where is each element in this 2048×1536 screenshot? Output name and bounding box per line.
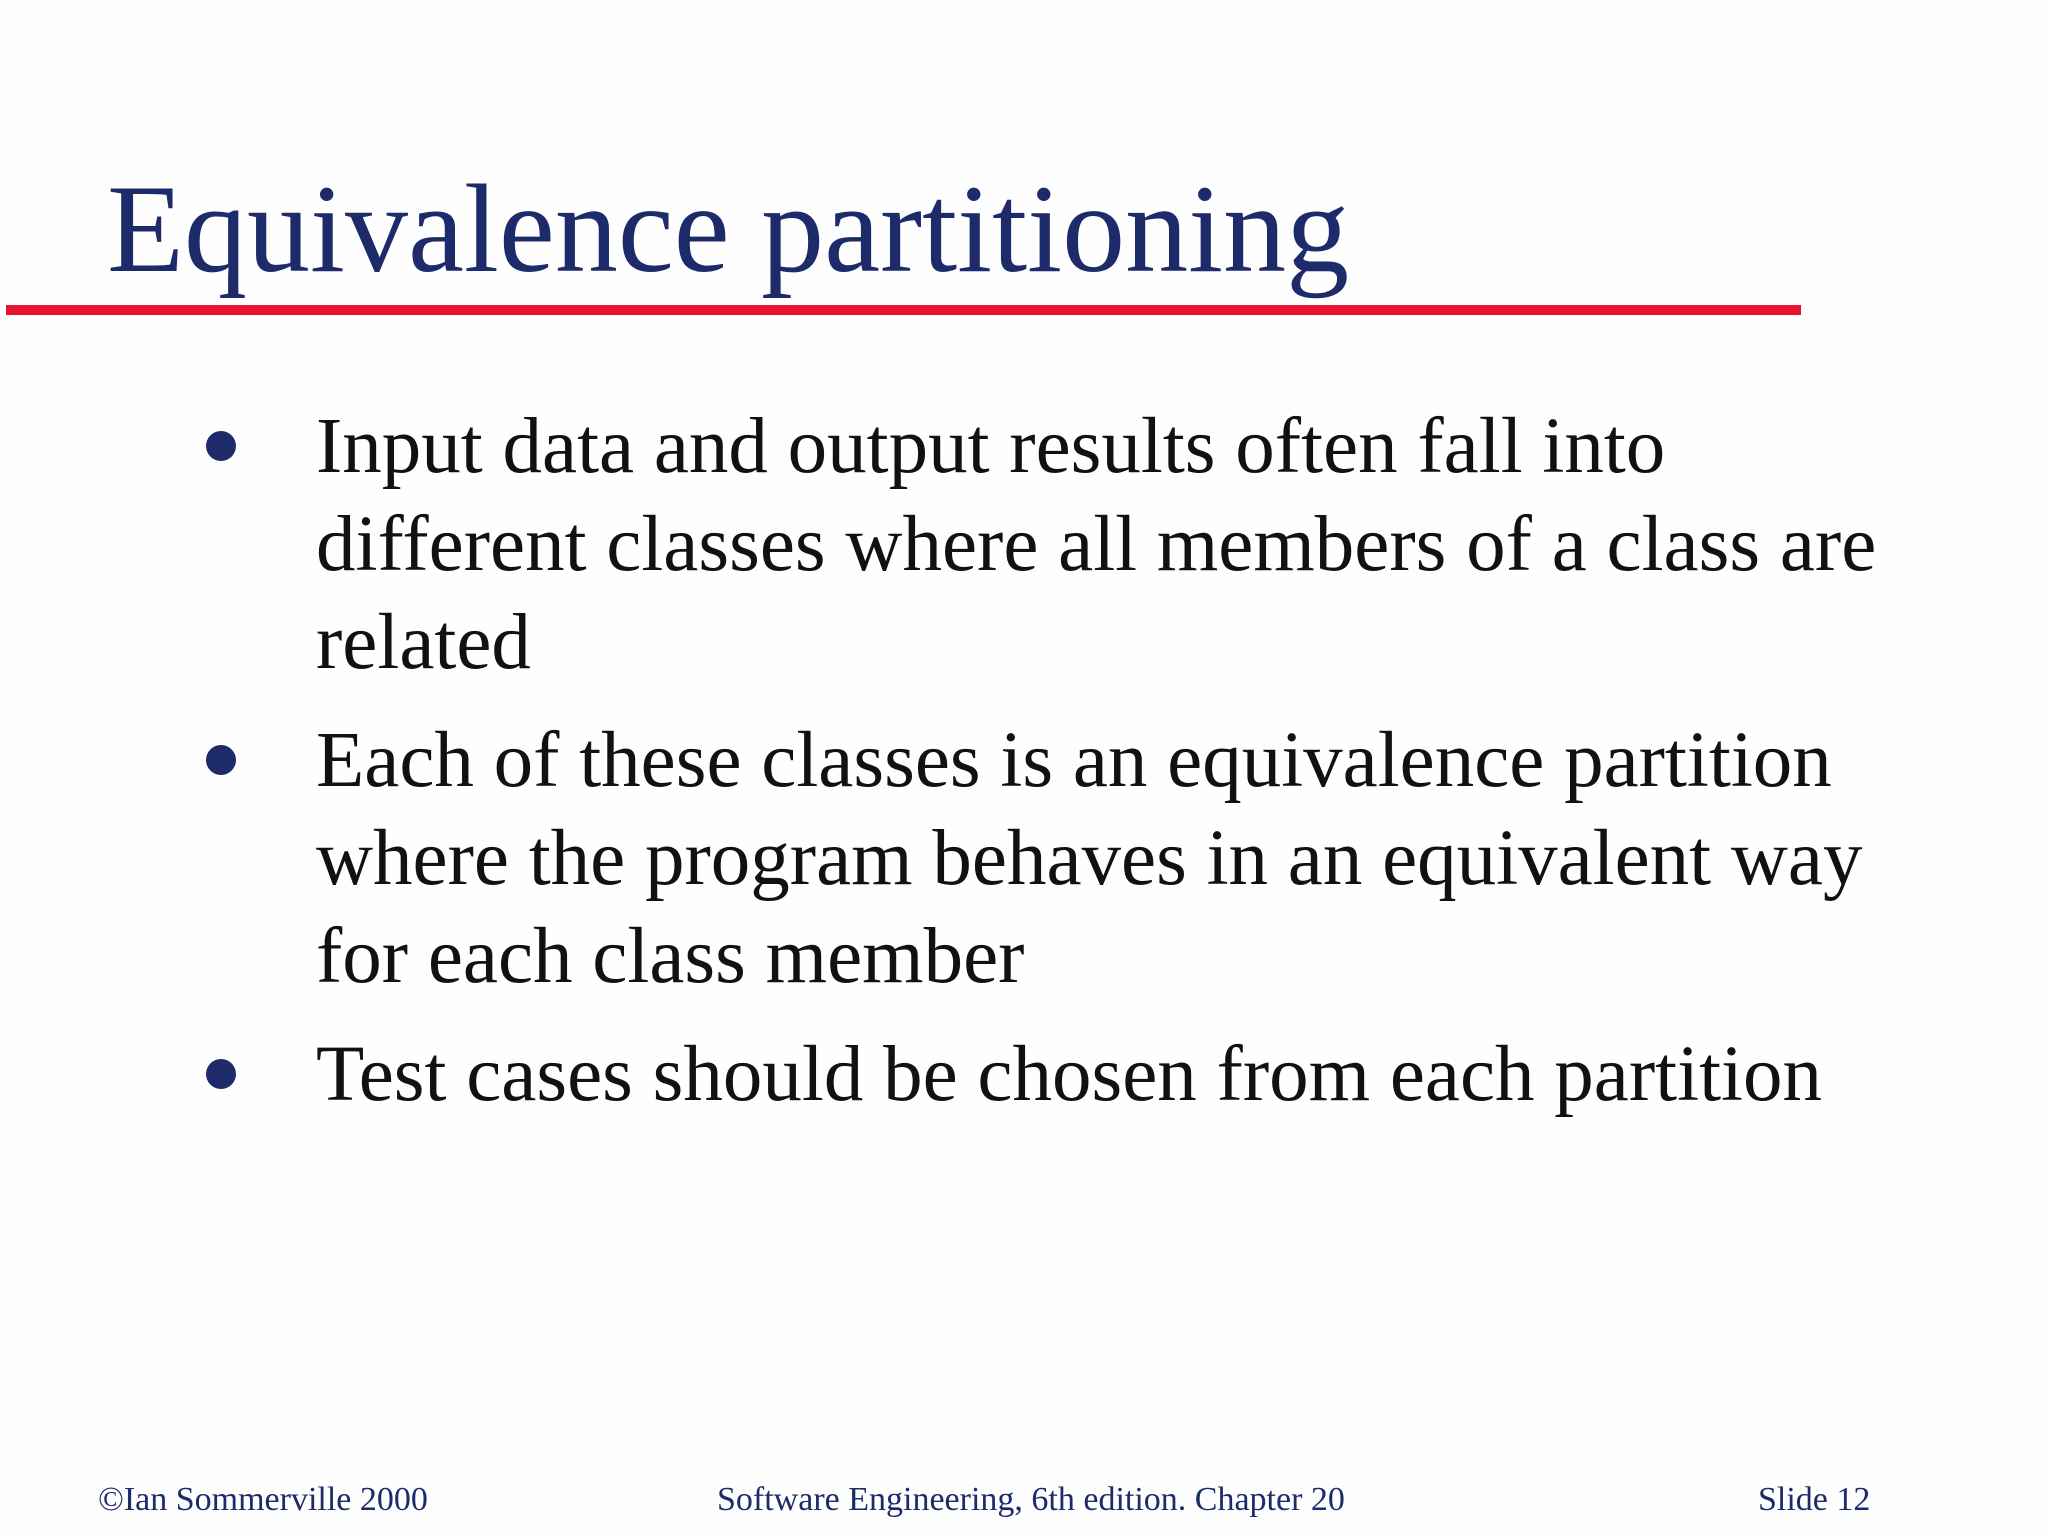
bullet-item xyxy=(206,712,1886,1006)
footer-book-title: Software Engineering, 6th edition. Chapter 20 xyxy=(717,1481,1345,1518)
bullet-text: Test cases should be chosen from each partition xyxy=(316,1031,1822,1118)
bullet-list xyxy=(206,398,1886,1144)
bullet-dot-icon xyxy=(206,1059,236,1089)
footer-copyright: ©Ian Sommerville 2000 xyxy=(98,1481,428,1518)
bullet-text: Input data and output results often fall into different classes where all members of a class are related xyxy=(316,403,1877,686)
slide-title: Equivalence partitioning xyxy=(107,160,1350,299)
title-divider xyxy=(6,305,1801,315)
bullet-item xyxy=(206,1026,1886,1124)
bullet-text: Each of these classes is an equivalence partition where the program behaves in an equivalent way for each class member xyxy=(316,717,1863,1000)
bullet-item xyxy=(206,398,1886,692)
footer-slide-number: Slide 12 xyxy=(1758,1481,1871,1518)
bullet-dot-icon xyxy=(206,431,236,461)
bullet-dot-icon xyxy=(206,745,236,775)
